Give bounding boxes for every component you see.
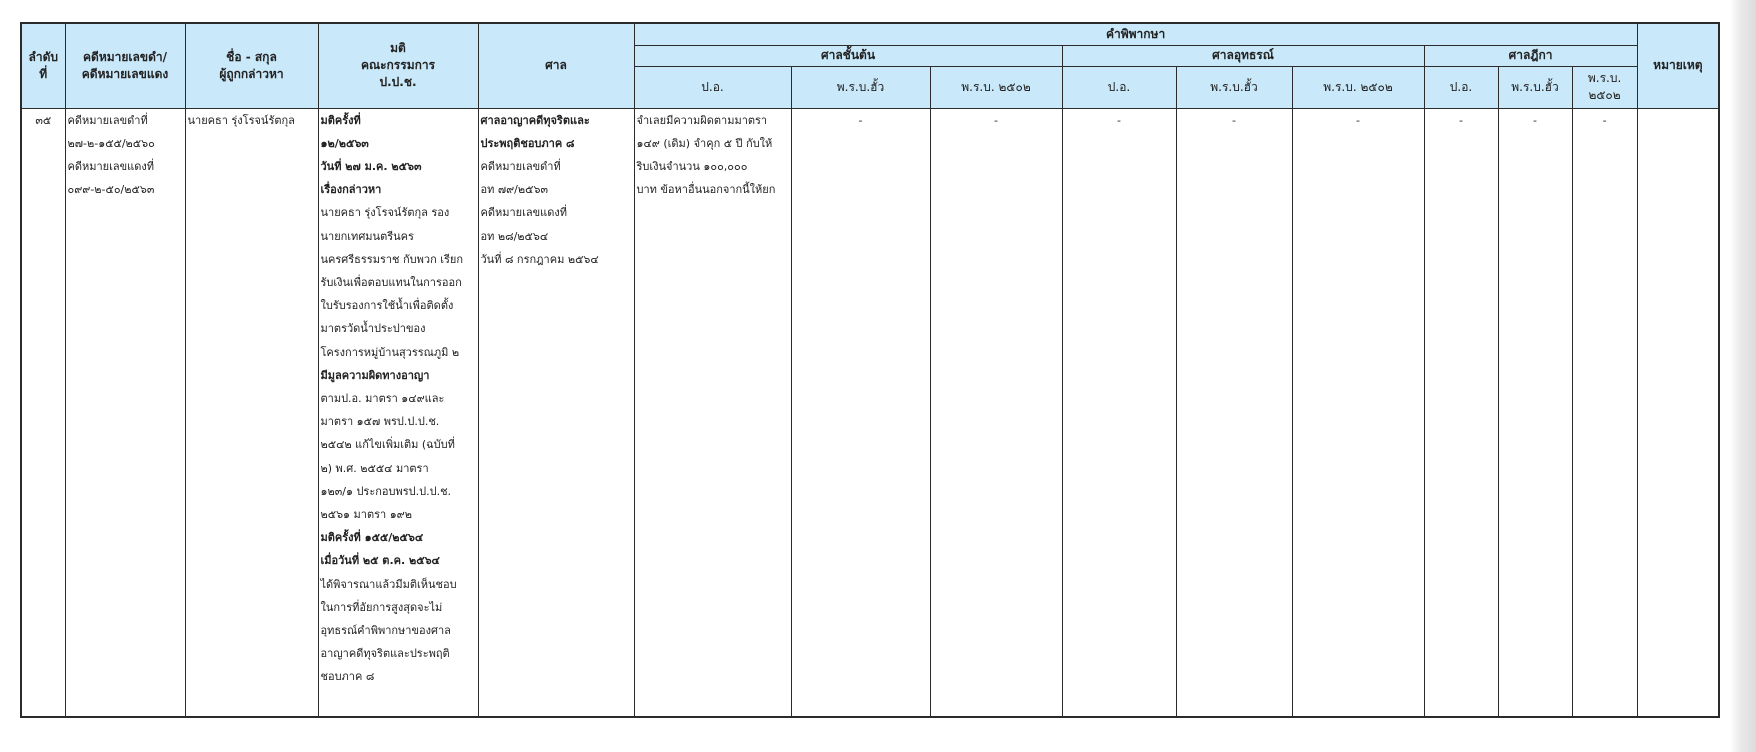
- cell-case-no: คดีหมายเลขดำที่ ๒๗-๒-๑๕๕/๒๕๖๐ คดีหมายเลขแดงที่ ๐๙๙-๒-๕๐/๒๕๖๓: [65, 108, 185, 717]
- resolution-line: โครงการหมู่บ้านสุวรรณภูมิ ๒: [320, 345, 460, 359]
- court-line: วันที่ ๘ กรกฎาคม ๒๕๖๔: [480, 252, 599, 266]
- header-first-ps-hua: พ.ร.บ.ฮั้ว: [791, 66, 930, 108]
- court-line: คดีหมายเลขดำที่: [480, 159, 561, 173]
- cell-appeal-po: -: [1062, 108, 1176, 717]
- header-verdict: คำพิพากษา: [634, 23, 1637, 45]
- resolution-line: ๒) พ.ศ. ๒๕๕๔ มาตรา: [320, 461, 429, 475]
- header-case-no: คดีหมายเลขดำ/ คดีหมายเลขแดง: [65, 23, 185, 108]
- header-court: ศาล: [478, 23, 634, 108]
- header-supreme-ps-hua: พ.ร.บ.ฮั้ว: [1498, 66, 1572, 108]
- header-supreme-ps-2502: พ.ร.บ. ๒๕๐๒: [1572, 66, 1637, 108]
- cell-accused-name: นายคธา รุ่งโรจน์รัตกุล: [185, 108, 318, 717]
- cell-first-po: จำเลยมีความผิดตามมาตรา ๑๔๙ (เดิม) จำคุก ๕ ปี กับให้ ริบเงินจำนวน ๑๐๐,๐๐๐ บาท ข้อหาอื่นนอกจากนี้ให้ยก: [634, 108, 791, 717]
- cell-supreme-po: -: [1424, 108, 1498, 717]
- cell-seq: ๓๕: [21, 108, 65, 717]
- header-appeal-ps-2502: พ.ร.บ. ๒๕๐๒: [1292, 66, 1424, 108]
- header-court-supreme: ศาลฎีกา: [1424, 45, 1637, 66]
- header-accused-name: ชื่อ - สกุล ผู้ถูกกล่าวหา: [185, 23, 318, 108]
- resolution-line: ๑๒/๒๕๖๓: [320, 136, 369, 150]
- header-seq: ลำดับ ที่: [21, 23, 65, 108]
- resolution-line: นายคธา รุ่งโรจน์รัตกุล รอง: [320, 206, 450, 220]
- resolution-line: ๒๕๖๑ มาตรา ๑๙๒: [320, 507, 412, 521]
- resolution-line: ๒๕๔๒ แก้ไขเพิ่มเติม (ฉบับที่: [320, 438, 455, 452]
- cell-court: [478, 108, 634, 717]
- resolution-line: เรื่องกล่าวหา: [320, 183, 382, 197]
- resolution-line: ใบรับรองการใช้น้ำเพื่อติดตั้ง: [320, 299, 454, 313]
- resolution-line: ชอบภาค ๘: [320, 670, 375, 684]
- cell-first-ps-2502: -: [930, 108, 1062, 717]
- resolution-line: ตามป.อ. มาตรา ๑๔๙และ: [320, 391, 445, 405]
- case-table: [20, 22, 1720, 718]
- court-line: ศาลอาญาคดีทุจริตและ: [480, 113, 590, 127]
- resolution-line: รับเงินเพื่อตอบแทนในการออก: [320, 275, 462, 289]
- cell-appeal-ps-2502: -: [1292, 108, 1424, 717]
- cell-appeal-ps-hua: -: [1176, 108, 1292, 717]
- header-supreme-po: ป.อ.: [1424, 66, 1498, 108]
- page-edge-shadow: [1730, 0, 1756, 752]
- court-line: คดีหมายเลขแดงที่: [480, 206, 568, 220]
- resolution-line: มาตรวัดน้ำประปาของ: [320, 322, 426, 336]
- resolution-line: มติครั้งที่: [320, 113, 361, 127]
- header-court-appeal: ศาลอุทธรณ์: [1062, 45, 1424, 66]
- header-appeal-po: ป.อ.: [1062, 66, 1176, 108]
- header-first-ps-2502: พ.ร.บ. ๒๕๐๒: [930, 66, 1062, 108]
- resolution-line: นครศรีธรรมราช กับพวก เรียก: [320, 252, 464, 266]
- cell-resolution: [318, 108, 478, 717]
- resolution-line: มติครั้งที่ ๑๕๕/๒๕๖๔: [320, 531, 424, 545]
- table-header: [21, 23, 1719, 108]
- header-remarks: หมายเหตุ: [1637, 23, 1719, 108]
- resolution-line: ได้พิจารณาแล้วมีมติเห็นชอบ: [320, 577, 457, 591]
- header-first-po: ป.อ.: [634, 66, 791, 108]
- cell-supreme-ps-2502: -: [1572, 108, 1637, 717]
- resolution-line: อุทธรณ์คำพิพากษาของศาล: [320, 623, 451, 637]
- header-appeal-ps-hua: พ.ร.บ.ฮั้ว: [1176, 66, 1292, 108]
- cell-first-ps-hua: -: [791, 108, 930, 717]
- court-line: อท ๗๙/๒๕๖๓: [480, 183, 548, 197]
- court-line: ประพฤติชอบภาค ๘: [480, 136, 575, 150]
- cell-remarks: [1637, 108, 1719, 717]
- header-resolution: มติ คณะกรรมการ ป.ป.ช.: [318, 23, 478, 108]
- cell-supreme-ps-hua: -: [1498, 108, 1572, 717]
- resolution-line: นายกเทศมนตรีนคร: [320, 229, 414, 243]
- resolution-line: มีมูลความผิดทางอาญา: [320, 368, 430, 382]
- header-court-first: ศาลชั้นต้น: [634, 45, 1062, 66]
- resolution-line: เมื่อวันที่ ๒๕ ต.ค. ๒๕๖๔: [320, 554, 440, 568]
- table-row: [21, 108, 1719, 717]
- court-line: อท ๒๘/๒๕๖๔: [480, 229, 549, 243]
- resolution-line: มาตรา ๑๕๗ พรป.ป.ป.ช.: [320, 415, 440, 429]
- resolution-line: ๑๒๓/๑ ประกอบพรป.ป.ป.ช.: [320, 484, 452, 498]
- resolution-line: วันที่ ๒๗ ม.ค. ๒๕๖๓: [320, 159, 422, 173]
- resolution-line: อาญาคดีทุจริตและประพฤติ: [320, 647, 450, 661]
- resolution-line: ในการที่อัยการสูงสุดจะไม่: [320, 600, 443, 614]
